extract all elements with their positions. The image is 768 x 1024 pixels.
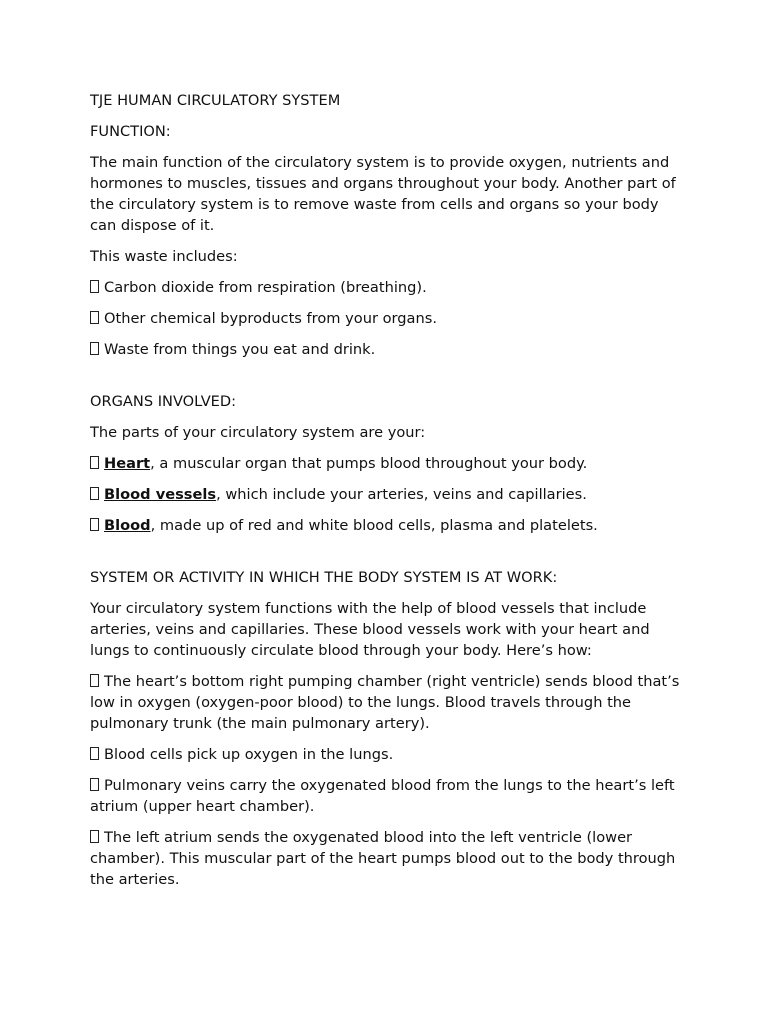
system-paragraph: Your circulatory system functions with the help of blood vessels that include arteries, veins and capillaries. These blood vessels work with your heart and lungs to continuously circulate blood through your body. Here’s how:	[90, 600, 650, 659]
waste-item	[90, 277, 680, 298]
organ-term: Blood vessels	[104, 486, 217, 503]
organ-desc: , which include your arteries, veins and capillaries.	[216, 486, 587, 503]
document-title: TJE HUMAN CIRCULATORY SYSTEM	[90, 92, 341, 109]
bullet-icon	[90, 456, 99, 469]
organs-heading: ORGANS INVOLVED:	[90, 393, 237, 410]
bullet-icon	[90, 280, 99, 293]
waste-item-text: Other chemical byproducts from your organs.	[104, 310, 437, 327]
step-text: The heart’s bottom right pumping chamber (right ventricle) sends blood that’s low in oxygen (oxygen-poor blood) to the lungs. Blood travels through the pulmonary trunk (the main pulmonary artery).	[90, 673, 680, 732]
spacer	[90, 546, 680, 567]
step-text: The left atrium sends the oxygenated blood into the left ventricle (lower chamber). This muscular part of the heart pumps blood out to the body through the arteries.	[90, 829, 676, 888]
step-text: Blood cells pick up oxygen in the lungs.	[104, 746, 394, 763]
bullet-icon	[90, 830, 99, 843]
step-item	[90, 827, 680, 890]
spacer	[90, 370, 680, 391]
organ-desc: , a muscular organ that pumps blood throughout your body.	[150, 455, 588, 472]
bullet-icon	[90, 778, 99, 791]
document-page	[90, 90, 680, 900]
organ-item	[90, 515, 680, 536]
organ-item	[90, 484, 680, 505]
organ-term: Blood	[104, 517, 151, 534]
bullet-icon	[90, 311, 99, 324]
organ-term: Heart	[104, 455, 151, 472]
step-item	[90, 671, 680, 734]
waste-item-text: Carbon dioxide from respiration (breathing).	[104, 279, 427, 296]
bullet-icon	[90, 674, 99, 687]
bullet-icon	[90, 747, 99, 760]
organ-item	[90, 453, 680, 474]
waste-item	[90, 308, 680, 329]
step-item	[90, 744, 680, 765]
system-heading: SYSTEM OR ACTIVITY IN WHICH THE BODY SYSTEM IS AT WORK:	[90, 569, 558, 586]
bullet-icon	[90, 518, 99, 531]
bullet-icon	[90, 487, 99, 500]
waste-intro: This waste includes:	[90, 248, 238, 265]
step-text: Pulmonary veins carry the oxygenated blood from the lungs to the heart’s left atrium (upper heart chamber).	[90, 777, 675, 815]
waste-item-text: Waste from things you eat and drink.	[104, 341, 376, 358]
organ-desc: , made up of red and white blood cells, plasma and platelets.	[150, 517, 598, 534]
waste-item	[90, 339, 680, 360]
organs-intro: The parts of your circulatory system are your:	[90, 424, 426, 441]
bullet-icon	[90, 342, 99, 355]
function-heading: FUNCTION:	[90, 123, 171, 140]
function-paragraph: The main function of the circulatory system is to provide oxygen, nutrients and hormones to muscles, tissues and organs throughout your body. Another part of the circulatory system is to remove waste from cells and organs so your body can dispose of it.	[90, 154, 676, 234]
step-item	[90, 775, 680, 817]
